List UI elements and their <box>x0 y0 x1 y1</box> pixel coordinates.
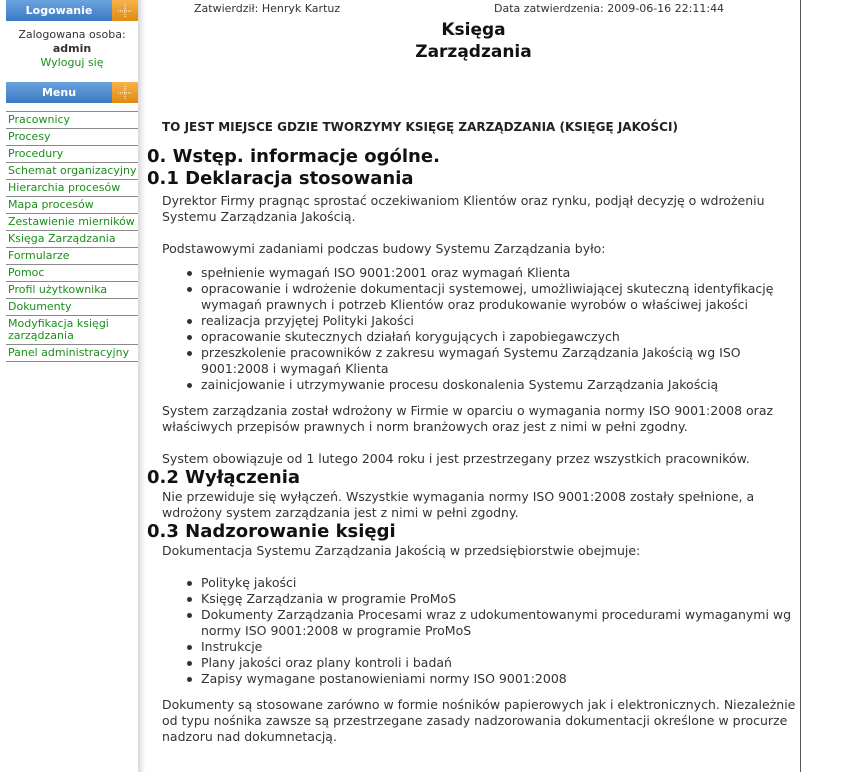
page-title <box>147 19 800 63</box>
section-03-para-1: Dokumentacja Systemu Zarządzania Jakością w przedsiębiorstwie obejmuje: <box>162 543 641 558</box>
sidebar-shadow <box>138 0 146 772</box>
section-02-para: Nie przewiduje się wyłączeń. Wszystkie wymagania normy ISO 9001:2008 zostały spełnione, a wdrożony system zarządzania jest z nimi w pełni zgodny. <box>162 489 755 520</box>
menu-list <box>6 111 138 362</box>
menu-item-mierniki[interactable]: Zestawienie mierników <box>6 213 138 230</box>
list-item: opracowanie i wdrożenie dokumentacji systemowej, umożliwiającej skuteczną identyfikację wymagań prawnych i potrzeb Klientów oraz produkowanie wyrobów o właściwej jakości <box>187 281 800 313</box>
menu-item-formularze[interactable]: Formularze <box>6 247 138 264</box>
panel-toggle-icon[interactable] <box>112 0 138 21</box>
menu-item-pracownicy[interactable]: Pracownicy <box>6 111 138 128</box>
menu-item-mapa[interactable]: Mapa procesów <box>6 196 138 213</box>
document-area <box>147 0 801 772</box>
section-02-heading: 0.2 Wyłączenia <box>147 467 301 488</box>
section-01-heading: 0.1 Deklaracja stosowania <box>147 168 414 189</box>
section-03-list <box>147 575 800 687</box>
section-01-para-4: System obowiązuje od 1 lutego 2004 roku i jest przestrzegany przez wszystkich pracowników. <box>162 451 750 466</box>
list-item: przeszkolenie pracowników z zakresu wymagań Systemu Zarządzania Jakością wg ISO 9001:2008 i wymagań Klienta <box>187 345 800 377</box>
list-item: realizacja przyjętej Polityki Jakości <box>187 313 800 329</box>
list-item: zainicjowanie i utrzymywanie procesu doskonalenia Systemu Zarządzania Jakością <box>187 377 800 393</box>
menu-item-ksiega[interactable]: Księga Zarządzania <box>6 230 138 247</box>
login-panel-header <box>6 0 138 21</box>
menu-item-pomoc[interactable]: Pomoc <box>6 264 138 281</box>
list-item: Księgę Zarządzania w programie ProMoS <box>187 591 800 607</box>
menu-panel-header <box>6 82 138 103</box>
list-item: spełnienie wymagań ISO 9001:2001 oraz wymagań Klienta <box>187 265 800 281</box>
menu-item-modyfikacja[interactable]: Modyfikacja księgi zarządzania <box>6 315 138 344</box>
list-item: opracowanie skutecznych działań korygujących i zapobiegawczych <box>187 329 800 345</box>
menu-header-label: Menu <box>41 86 77 99</box>
menu-item-procesy[interactable]: Procesy <box>6 128 138 145</box>
menu-item-panel[interactable]: Panel administracyjny <box>6 344 138 362</box>
menu-item-profil[interactable]: Profil użytkownika <box>6 281 138 298</box>
username: admin <box>52 42 92 55</box>
section-01-para-1: Dyrektor Firmy pragnąc sprostać oczekiwaniom Klientów oraz rynku, podjął decyzję o wdrożeniu Systemu Zarządzania Jakością. <box>162 193 765 224</box>
section-01-para-3: System zarządzania został wdrożony w Firmie w oparciu o wymagania normy ISO 9001:2008 oraz właściwych przepisów prawnych i norm branżowych oraz jest z nimi w pełni zgodny. <box>162 403 774 434</box>
login-header-label: Logowanie <box>25 4 93 17</box>
list-item: Zapisy wymagane postanowieniami normy ISO 9001:2008 <box>187 671 800 687</box>
section-03-heading: 0.3 Nadzorowanie księgi <box>147 521 396 542</box>
approved-date: Data zatwierdzenia: 2009-06-16 22:11:44 <box>494 2 725 15</box>
login-box <box>6 21 138 76</box>
list-item: Dokumenty Zarządzania Procesami wraz z udokumentowanymi procedurami wymaganymi wg normy ISO 9001:2008 w programie ProMoS <box>187 607 800 639</box>
section-0-heading: 0. Wstęp. informacje ogólne. <box>147 146 440 167</box>
list-item: Plany jakości oraz plany kontroli i badań <box>187 655 800 671</box>
section-03-para-2: Dokumenty są stosowane zarówno w formie nośników papierowych jak i elektronicznych. Niezależnie od typu nośnika zawsze są przestrzegane zasady nadzorowania dokumentacji określone w procurze nadzoru nad dokumnetacją. <box>162 697 796 744</box>
list-item: Politykę jakości <box>187 575 800 591</box>
list-item: Instrukcje <box>187 639 800 655</box>
title-line-1: Księga <box>441 20 506 40</box>
menu-item-procedury[interactable]: Procedury <box>6 145 138 162</box>
sidebar <box>6 0 138 772</box>
logged-label: Zalogowana osoba: <box>18 28 126 41</box>
section-01-list <box>147 265 800 393</box>
menu-toggle-icon[interactable] <box>112 82 138 103</box>
section-01-para-2: Podstawowymi zadaniami podczas budowy Systemu Zarządzania było: <box>162 241 606 256</box>
menu-item-dokumenty[interactable]: Dokumenty <box>6 298 138 315</box>
menu-item-hierarchia[interactable]: Hierarchia procesów <box>6 179 138 196</box>
title-line-2: Zarządzania <box>415 42 532 62</box>
approved-by: Zatwierdził: Henryk Kartuz <box>194 2 341 15</box>
document-body <box>147 146 800 745</box>
menu-item-schemat[interactable]: Schemat organizacyjny <box>8 164 137 177</box>
logout-link[interactable]: Wyloguj się <box>40 56 104 69</box>
intro-heading: TO JEST MIEJSCE GDZIE TWORZYMY KSIĘGĘ ZARZĄDZANIA (KSIĘGĘ JAKOŚCI) <box>162 120 678 134</box>
